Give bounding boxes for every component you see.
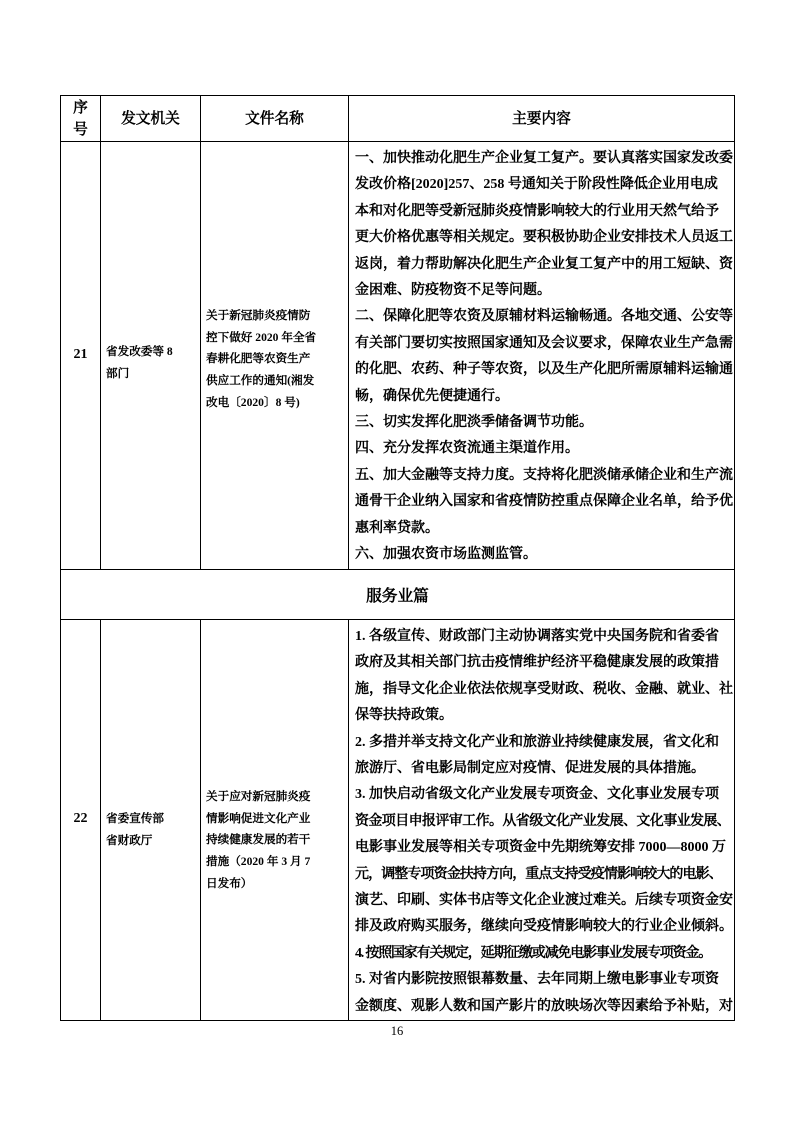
row-21-agency bbox=[101, 142, 201, 570]
doc-name-line: 改电〔2020〕8 号) bbox=[206, 395, 300, 409]
page-number: 16 bbox=[390, 1024, 404, 1038]
doc-name-line: 情影响促进文化产业 bbox=[206, 811, 311, 825]
content-line: 五、加大金融等支持力度。支持将化肥淡储承储企业和生产流 bbox=[355, 467, 733, 483]
doc-name-line: 关于新冠肺炎疫情防 bbox=[206, 309, 311, 322]
doc-name-line: 关于应对新冠肺炎疫 bbox=[206, 790, 311, 803]
agency-line: 省发改委等 8 bbox=[106, 345, 173, 358]
content-line: 1. 各级宣传、财政部门主动协调落实党中央国务院和省委省 bbox=[355, 629, 719, 644]
header-cell-content bbox=[349, 96, 735, 142]
agency-line: 省财政厅 bbox=[106, 833, 153, 847]
row-22-index: 22 bbox=[61, 620, 101, 1021]
row-22-content bbox=[349, 620, 735, 1021]
header-doc-name-label: 文件名称 bbox=[245, 110, 304, 127]
section-divider-row bbox=[61, 570, 735, 620]
content-line: 更大价格优惠等相关规定。要积极协助企业安排技术人员返工 bbox=[355, 230, 733, 246]
content-line: 4. 按照国家有关规定，延期征缴或减免电影事业发展专项资金。 bbox=[355, 945, 711, 961]
content-line: 本和对化肥等受新冠肺炎疫情影响较大的行业用天然气给予 bbox=[355, 203, 719, 219]
row-21-index: 21 bbox=[61, 142, 101, 570]
content-line: 三、切实发挥化肥淡季储备调节功能。 bbox=[355, 415, 593, 431]
content-line: 政府及其相关部门抗击疫情维护经济平稳健康发展的政策措 bbox=[355, 655, 719, 671]
content-line: 2. 多措并举支持文化产业和旅游业持续健康发展，省文化和 bbox=[355, 734, 719, 750]
doc-name-line: 控下做好 2020 年全省 bbox=[206, 330, 317, 344]
content-line: 惠利率贷款。 bbox=[355, 520, 439, 536]
content-line: 六、加强农资市场监测监管。 bbox=[355, 547, 537, 563]
content-line: 通骨干企业纳入国家和省疫情防控重点保障企业名单，给予优 bbox=[355, 494, 733, 510]
policy-document-table bbox=[60, 95, 735, 1021]
row-22-agency bbox=[101, 620, 201, 1021]
agency-line: 部门 bbox=[106, 366, 130, 380]
section-divider-title: 服务业篇 bbox=[61, 570, 735, 620]
header-index-label: 序号 bbox=[73, 99, 88, 138]
doc-name-line: 供应工作的通知(湘发 bbox=[206, 374, 315, 388]
content-line: 发改价格[2020]257、258 号通知关于阶段性降低企业用电成 bbox=[355, 177, 718, 193]
header-cell-agency bbox=[101, 96, 201, 142]
agency-line: 省委宣传部 bbox=[106, 812, 164, 825]
row-21-content bbox=[349, 142, 735, 570]
header-cell-index bbox=[61, 96, 101, 142]
content-line: 5. 对省内影院按照银幕数量、去年同期上缴电影事业专项资 bbox=[355, 972, 719, 988]
content-line: 金额度、观影人数和国产影片的放映场次等因素给予补贴，对 bbox=[355, 998, 733, 1014]
doc-name-line: 措施（2020 年 3 月 7 bbox=[206, 855, 311, 869]
row-21-doc-name bbox=[201, 142, 349, 570]
content-line: 排及政府购买服务，继续向受疫情影响较大的行业企业倾斜。 bbox=[355, 919, 733, 935]
content-line: 3. 加快启动省级文化产业发展专项资金、文化事业发展专项 bbox=[355, 787, 719, 803]
header-content-label: 主要内容 bbox=[512, 110, 571, 127]
doc-name-line: 春耕化肥等农资生产 bbox=[206, 352, 311, 366]
header-cell-doc-name bbox=[201, 96, 349, 142]
table-row-22 bbox=[61, 620, 735, 1021]
content-line: 旅游厅、省电影局制定应对疫情、促进发展的具体措施。 bbox=[355, 761, 705, 777]
content-line: 畅，确保优先便捷通行。 bbox=[355, 388, 509, 404]
content-line: 保等扶持政策。 bbox=[355, 708, 453, 724]
content-line: 的化肥、农药、种子等农资，以及生产化肥所需原辅料运输通 bbox=[355, 362, 733, 378]
content-line: 返岗，着力帮助解决化肥生产企业复工复产中的用工短缺、资 bbox=[355, 256, 733, 272]
header-agency-label: 发文机关 bbox=[121, 110, 180, 127]
content-line: 元，调整专项资金扶持方向，重点支持受疫情影响较大的电影、 bbox=[355, 866, 722, 882]
content-line: 电影事业发展等相关专项资金中先期统筹安排 7000—8000 万 bbox=[355, 840, 726, 856]
table-header-row bbox=[61, 96, 735, 142]
content-line: 演艺、印刷、实体书店等文化企业渡过难关。后续专项资金安 bbox=[355, 893, 733, 909]
content-line: 二、保障化肥等农资及原辅材料运输畅通。各地交通、公安等 bbox=[355, 309, 733, 325]
content-line: 一、加快推动化肥生产企业复工复产。要认真落实国家发改委 bbox=[355, 151, 733, 166]
doc-name-line: 日发布） bbox=[206, 876, 253, 890]
content-line: 资金项目申报评审工作。从省级文化产业发展、文化事业发展、 bbox=[355, 813, 731, 829]
table-row-21 bbox=[61, 142, 735, 570]
row-22-doc-name bbox=[201, 620, 349, 1021]
content-line: 有关部门要切实按照国家通知及会议要求，保障农业生产急需 bbox=[355, 335, 733, 351]
content-line: 金困难、防疫物资不足等问题。 bbox=[355, 283, 551, 299]
content-line: 施，指导文化企业依法依规享受财政、税收、金融、就业、社 bbox=[355, 681, 733, 697]
doc-name-line: 持续健康发展的若干 bbox=[206, 833, 311, 847]
content-line: 四、充分发挥农资流通主渠道作用。 bbox=[355, 441, 579, 457]
